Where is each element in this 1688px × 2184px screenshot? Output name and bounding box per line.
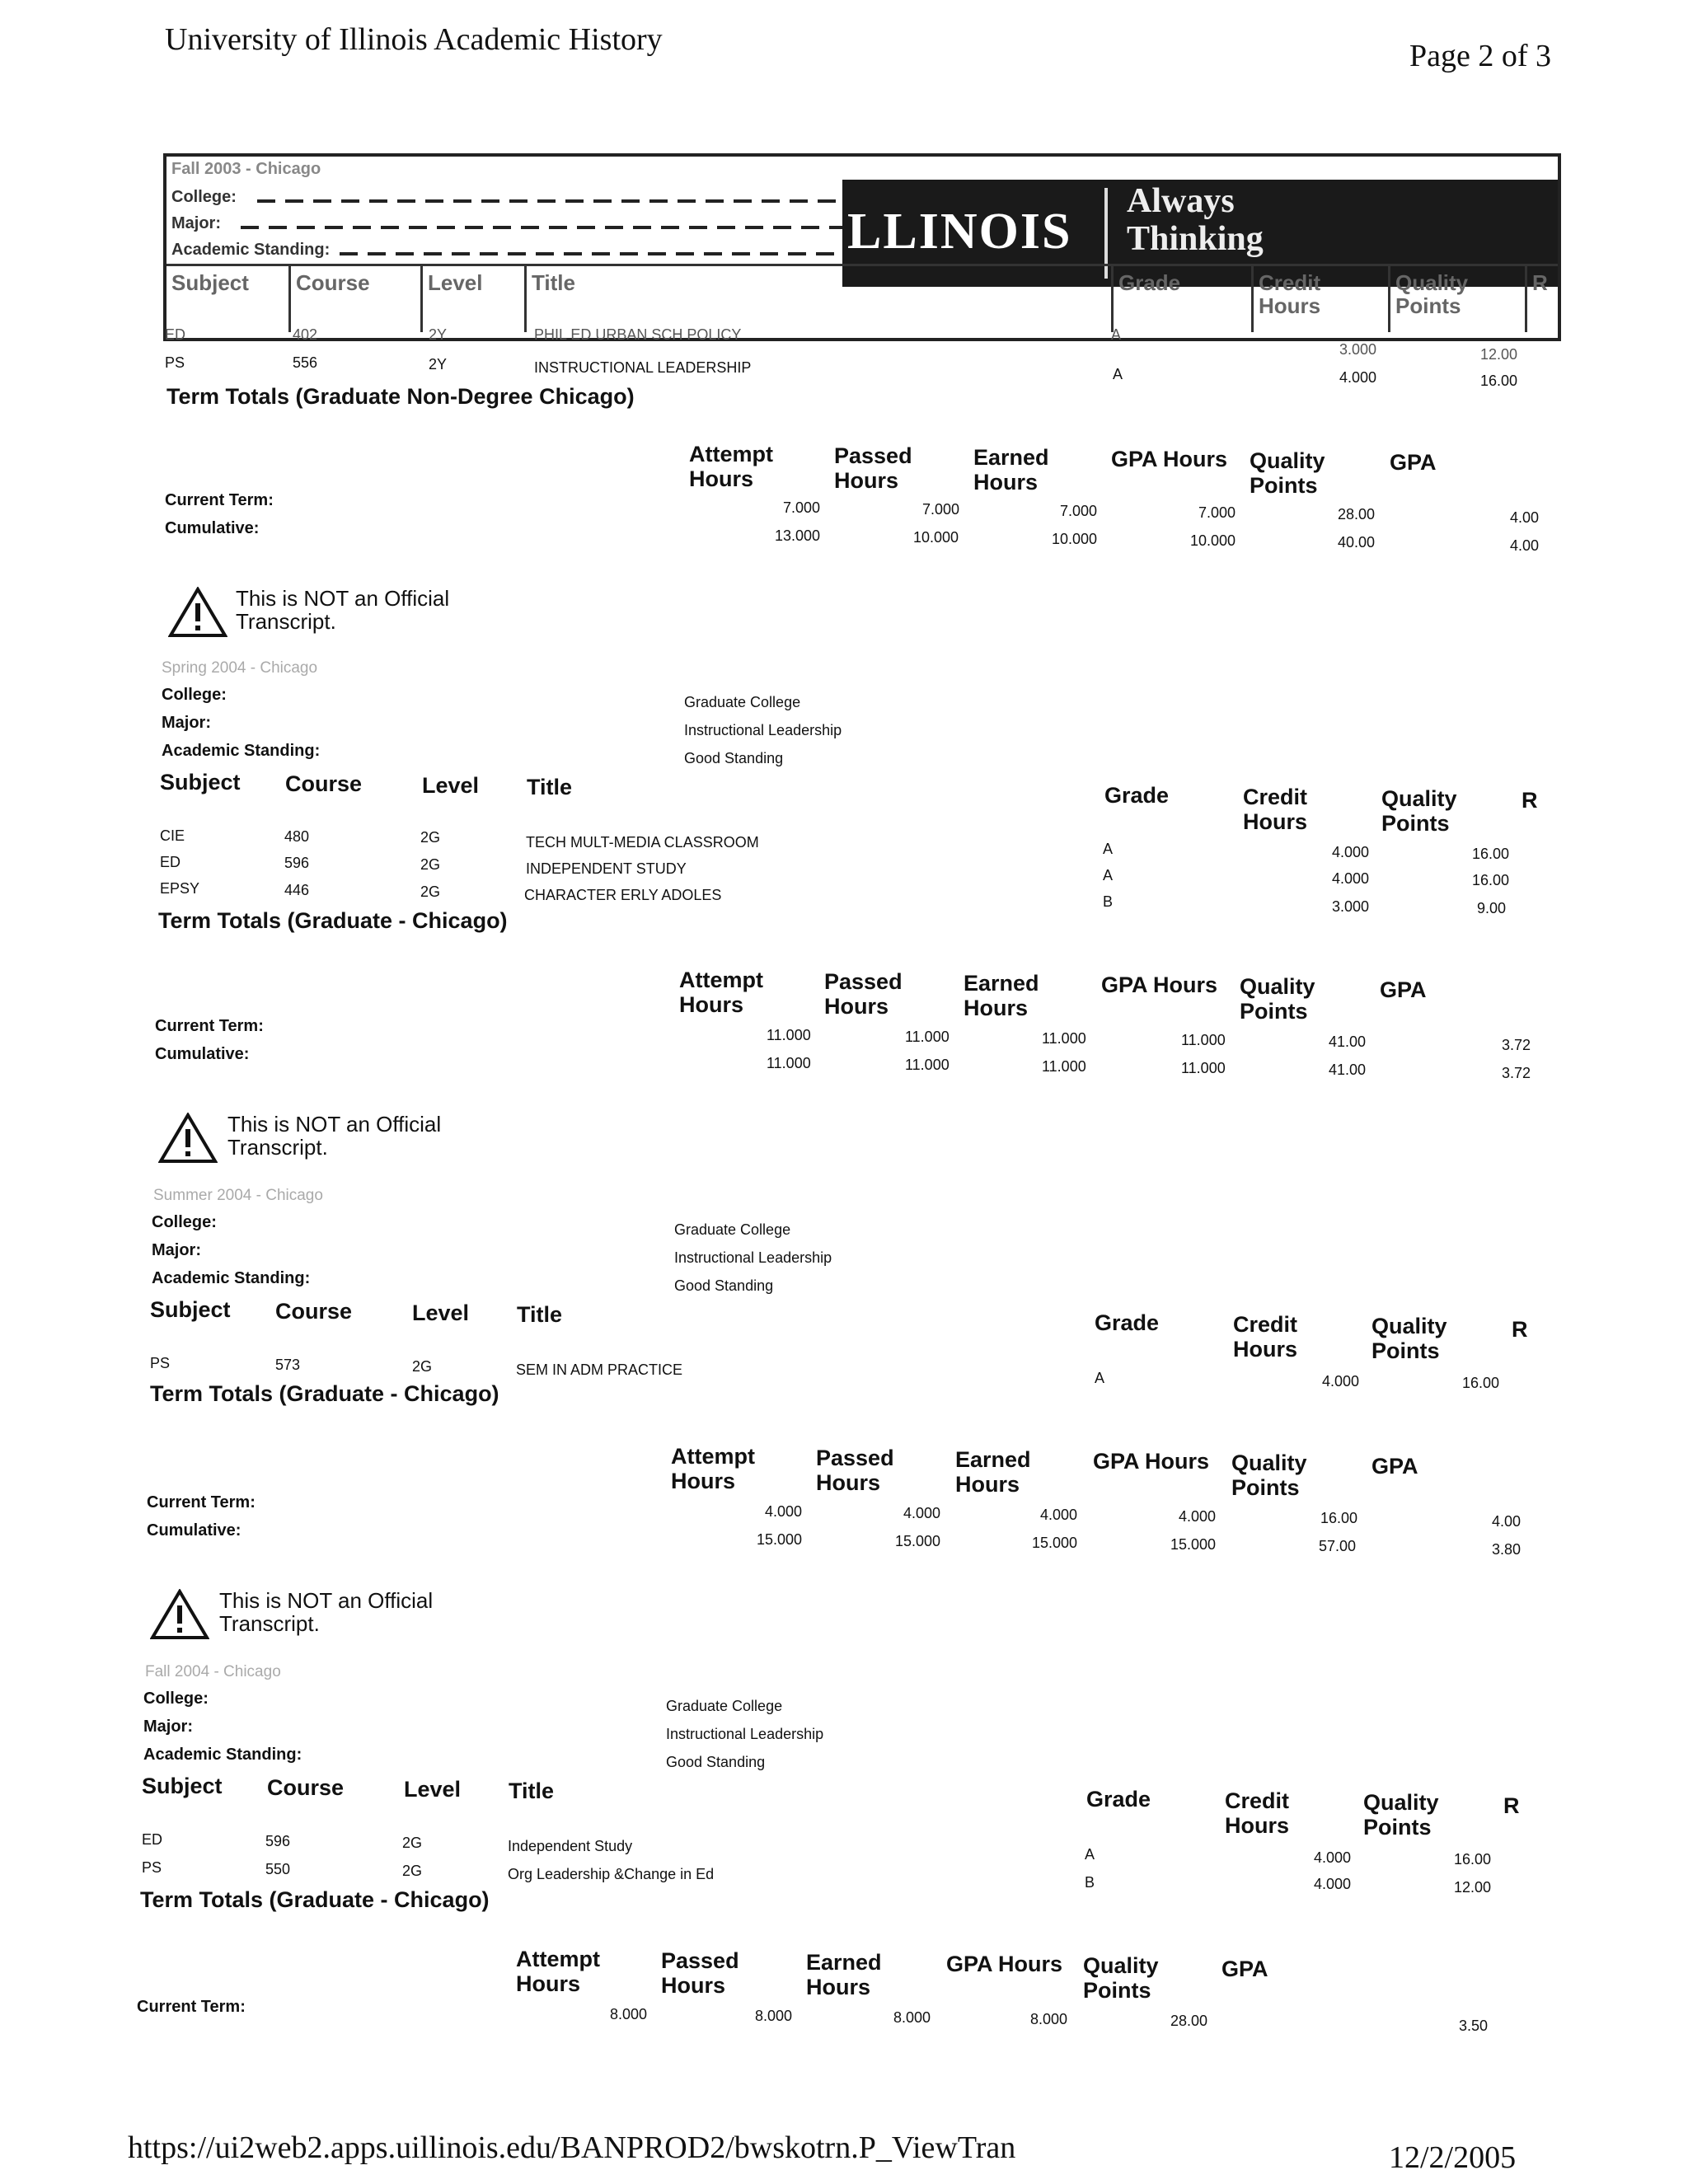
attempt-hours-header: Attempt Hours	[516, 1947, 600, 1996]
quality-points-header: Quality Points	[1381, 786, 1457, 836]
course-quality: 12.00	[1480, 346, 1518, 363]
major-label: Major:	[152, 1241, 201, 1259]
quality-points-header: Quality Points	[1250, 448, 1325, 498]
current-passed: 4.000	[903, 1505, 941, 1521]
not-official-notice: This is NOT an Official Transcript.	[227, 1112, 442, 1160]
course-credit: 4.000	[1332, 844, 1370, 860]
academic-standing-label: Academic Standing:	[162, 742, 321, 760]
grade-header: Grade	[1095, 1310, 1160, 1335]
current-attempt: 8.000	[610, 2006, 648, 2022]
course-level: 2Y	[429, 326, 448, 343]
course-title: Org Leadership &Change in Ed	[508, 1866, 715, 1882]
dashed-line	[340, 252, 842, 255]
course-subject: EPSY	[160, 880, 200, 897]
current-gpa: 3.50	[1459, 2018, 1489, 2034]
course-level: 2G	[420, 829, 441, 846]
subject-header: Subject	[142, 1774, 223, 1798]
course-title: Independent Study	[508, 1838, 633, 1854]
banner-tagline-2: Thinking	[1127, 220, 1264, 258]
gpa-hours-header: GPA Hours	[1093, 1449, 1210, 1474]
major-label: Major:	[143, 1718, 193, 1736]
gpa-header: GPA	[1380, 977, 1427, 1002]
cumulative-attempt: 15.000	[757, 1531, 803, 1548]
course-quality: 16.00	[1480, 373, 1518, 389]
title-header: Title	[509, 1779, 555, 1803]
current-term-label: Current Term:	[165, 491, 274, 509]
gpa-hours-header: GPA Hours	[946, 1952, 1063, 1976]
course-subject: PS	[165, 354, 185, 371]
banner-standing-label: Academic Standing:	[171, 241, 331, 259]
course-level: 2G	[412, 1358, 433, 1375]
cumulative-gpa-hours: 11.000	[1181, 1060, 1226, 1076]
course-grade: B	[1085, 1874, 1095, 1891]
cumulative-label: Cumulative:	[165, 519, 260, 537]
course-subject: ED	[165, 326, 186, 343]
current-passed: 11.000	[905, 1029, 950, 1045]
level-header: Level	[422, 773, 480, 798]
current-term-label: Current Term:	[147, 1493, 256, 1511]
standing-value: Good Standing	[674, 1277, 774, 1294]
course-title: CHARACTER ERLY ADOLES	[524, 887, 722, 903]
earned-hours-header: Earned Hours	[806, 1950, 882, 1999]
gpa-hours-header: GPA Hours	[1111, 447, 1228, 471]
course-level: 2G	[420, 883, 441, 900]
course-number: 573	[275, 1357, 301, 1373]
cumulative-earned: 10.000	[1052, 531, 1098, 547]
gpa-header: GPA	[1221, 1957, 1268, 1981]
passed-hours-header: Passed Hours	[824, 969, 903, 1019]
course-quality: 16.00	[1462, 1375, 1500, 1391]
cumulative-label: Cumulative:	[147, 1521, 241, 1540]
print-date: 12/2/2005	[1389, 2140, 1517, 2175]
gpa-header: GPA	[1390, 450, 1437, 475]
cumulative-quality: 41.00	[1329, 1062, 1367, 1078]
course-quality: 16.00	[1454, 1851, 1492, 1868]
term-totals-label: Term Totals (Graduate - Chicago)	[140, 1887, 490, 1912]
gpa-header: GPA	[1372, 1454, 1418, 1479]
passed-hours-header: Passed Hours	[834, 443, 912, 493]
course-grade: A	[1095, 1370, 1105, 1386]
course-header: Course	[275, 1299, 353, 1324]
banner-term: Fall 2003 - Chicago	[171, 160, 321, 178]
cumulative-gpa: 4.00	[1510, 537, 1540, 554]
course-credit: 4.000	[1332, 870, 1370, 887]
banner-col-grade: Grade	[1111, 266, 1254, 332]
earned-hours-header: Earned Hours	[955, 1447, 1031, 1497]
illinois-banner	[163, 153, 1561, 341]
cumulative-attempt: 11.000	[767, 1055, 811, 1071]
course-title: INDEPENDENT STUDY	[526, 860, 687, 877]
banner-col-title: Title	[524, 266, 718, 332]
standing-value: Good Standing	[684, 750, 784, 766]
current-term-label: Current Term:	[137, 1998, 246, 2016]
level-header: Level	[412, 1301, 470, 1325]
course-grade: A	[1103, 841, 1114, 857]
not-official-notice: This is NOT an Official Transcript.	[219, 1588, 434, 1636]
course-grade: A	[1103, 867, 1114, 883]
current-attempt: 4.000	[765, 1503, 803, 1520]
passed-hours-header: Passed Hours	[816, 1446, 894, 1495]
course-subject: CIE	[160, 827, 185, 844]
course-title: TECH MULT-MEDIA CLASSROOM	[526, 834, 759, 851]
current-quality: 16.00	[1320, 1510, 1358, 1526]
course-number: 596	[265, 1833, 291, 1849]
course-grade: A	[1113, 366, 1123, 382]
cumulative-gpa-hours: 15.000	[1170, 1536, 1217, 1553]
course-number: 556	[293, 354, 318, 371]
term-totals-label: Term Totals (Graduate Non-Degree Chicago)	[166, 384, 635, 409]
current-gpa-hours: 7.000	[1198, 504, 1236, 521]
current-term-label: Current Term:	[155, 1017, 264, 1035]
current-gpa: 3.72	[1502, 1037, 1531, 1053]
warning-icon	[168, 587, 227, 638]
banner-tagline-1: Always	[1127, 182, 1235, 220]
cumulative-gpa: 3.72	[1502, 1065, 1531, 1081]
dashed-line	[241, 226, 842, 229]
current-passed: 7.000	[922, 501, 960, 518]
course-quality: 12.00	[1454, 1879, 1492, 1896]
major-label: Major:	[162, 714, 211, 732]
credit-hours-header: Credit Hours	[1233, 1312, 1298, 1361]
college-label: College:	[152, 1213, 217, 1231]
banner-col-credit: Credit Hours	[1251, 266, 1390, 332]
term-totals-label: Term Totals (Graduate - Chicago)	[158, 908, 508, 933]
current-passed: 8.000	[755, 2008, 793, 2024]
course-credit: 4.000	[1339, 369, 1377, 386]
term-heading: Fall 2004 - Chicago	[145, 1663, 281, 1680]
current-attempt: 11.000	[767, 1027, 811, 1043]
course-subject: PS	[142, 1859, 162, 1876]
current-earned: 8.000	[893, 2009, 931, 2026]
course-number: 446	[284, 882, 310, 898]
college-label: College:	[143, 1690, 209, 1708]
course-credit: 4.000	[1322, 1373, 1360, 1390]
cumulative-label: Cumulative:	[155, 1045, 250, 1063]
course-credit: 3.000	[1332, 898, 1370, 915]
academic-standing-label: Academic Standing:	[152, 1269, 311, 1287]
course-number: 596	[284, 855, 310, 871]
cumulative-attempt: 13.000	[775, 527, 821, 544]
page-header-title: University of Illinois Academic History	[165, 22, 663, 57]
earned-hours-header: Earned Hours	[964, 971, 1039, 1020]
cumulative-passed: 10.000	[913, 529, 959, 546]
course-grade: A	[1111, 326, 1122, 343]
warning-icon	[150, 1589, 209, 1640]
college-value: Graduate College	[666, 1698, 783, 1714]
course-quality: 16.00	[1472, 872, 1510, 888]
current-gpa-hours: 4.000	[1179, 1508, 1217, 1525]
attempt-hours-header: Attempt Hours	[689, 442, 773, 491]
earned-hours-header: Earned Hours	[973, 445, 1049, 494]
attempt-hours-header: Attempt Hours	[671, 1444, 755, 1493]
current-earned: 11.000	[1042, 1030, 1086, 1047]
course-level: 2G	[402, 1835, 423, 1851]
college-value: Graduate College	[674, 1221, 791, 1238]
course-grade: A	[1085, 1846, 1095, 1863]
warning-icon	[158, 1113, 218, 1164]
course-subject: PS	[150, 1355, 171, 1371]
banner-col-quality: Quality Points	[1388, 266, 1527, 332]
college-label: College:	[162, 686, 227, 704]
page-number: Page 2 of 3	[1409, 39, 1552, 73]
not-official-notice: This is NOT an Official Transcript.	[236, 586, 450, 634]
subject-header: Subject	[160, 770, 241, 794]
quality-points-header: Quality Points	[1363, 1790, 1439, 1840]
passed-hours-header: Passed Hours	[661, 1948, 739, 1998]
course-level: 2G	[402, 1863, 423, 1879]
major-value: Instructional Leadership	[684, 722, 842, 738]
banner-col-subject: Subject	[171, 270, 249, 295]
major-value: Instructional Leadership	[674, 1249, 832, 1266]
title-header: Title	[517, 1302, 563, 1327]
course-title: PHIL ED URBAN SCH POLICY	[534, 326, 742, 343]
title-header: Title	[527, 775, 573, 799]
current-gpa: 4.00	[1510, 509, 1540, 526]
current-gpa-hours: 11.000	[1181, 1032, 1226, 1048]
course-credit: 3.000	[1339, 341, 1377, 358]
course-credit: 4.000	[1314, 1876, 1352, 1892]
current-earned: 7.000	[1060, 503, 1098, 519]
credit-hours-header: Credit Hours	[1225, 1788, 1290, 1838]
course-quality: 9.00	[1477, 900, 1507, 916]
course-title: INSTRUCTIONAL LEADERSHIP	[534, 359, 752, 376]
cumulative-earned: 15.000	[1032, 1535, 1078, 1551]
quality-points-header: Quality Points	[1240, 974, 1315, 1024]
term-heading: Summer 2004 - Chicago	[153, 1187, 323, 1204]
current-quality: 41.00	[1329, 1033, 1367, 1050]
term-heading: Spring 2004 - Chicago	[162, 659, 318, 677]
college-value: Graduate College	[684, 694, 801, 710]
term-totals-label: Term Totals (Graduate - Chicago)	[150, 1381, 499, 1406]
current-gpa: 4.00	[1492, 1513, 1522, 1530]
banner-col-r: R	[1525, 266, 1560, 332]
grade-header: Grade	[1086, 1787, 1151, 1811]
course-title: SEM IN ADM PRACTICE	[516, 1361, 683, 1378]
cumulative-passed: 11.000	[905, 1057, 950, 1073]
current-gpa-hours: 8.000	[1030, 2011, 1068, 2027]
current-quality: 28.00	[1170, 2013, 1208, 2029]
attempt-hours-header: Attempt Hours	[679, 968, 763, 1017]
subject-header: Subject	[150, 1297, 231, 1322]
current-earned: 4.000	[1040, 1507, 1078, 1523]
banner-major-label: Major:	[171, 214, 221, 232]
quality-points-header: Quality Points	[1372, 1314, 1447, 1363]
course-subject: ED	[142, 1831, 163, 1848]
illinois-logo: LLINOIS	[847, 204, 1072, 260]
quality-points-header: Quality Points	[1083, 1953, 1159, 2003]
course-header: Course	[285, 771, 363, 796]
page-url: https://ui2web2.apps.uillinois.edu/BANPROD2/bwskotrn.P_ViewTran	[128, 2130, 1016, 2165]
course-grade: B	[1103, 893, 1114, 910]
credit-hours-header: Credit Hours	[1243, 785, 1308, 834]
course-credit: 4.000	[1314, 1849, 1352, 1866]
major-value: Instructional Leadership	[666, 1726, 824, 1742]
course-level: 2G	[420, 856, 441, 873]
r-header: R	[1512, 1317, 1528, 1342]
grade-header: Grade	[1104, 783, 1170, 808]
course-number: 480	[284, 828, 310, 845]
cumulative-quality: 57.00	[1319, 1538, 1357, 1554]
cumulative-gpa-hours: 10.000	[1190, 532, 1236, 549]
course-number: 402	[293, 326, 318, 343]
course-level: 2Y	[429, 356, 448, 373]
standing-value: Good Standing	[666, 1754, 766, 1770]
cumulative-gpa: 3.80	[1492, 1541, 1522, 1558]
course-number: 550	[265, 1861, 291, 1877]
cumulative-passed: 15.000	[895, 1533, 941, 1549]
r-header: R	[1503, 1793, 1520, 1818]
banner-col-course: Course	[288, 266, 423, 332]
dashed-line	[257, 199, 842, 203]
course-header: Course	[267, 1775, 345, 1800]
current-attempt: 7.000	[783, 499, 821, 516]
course-subject: ED	[160, 854, 181, 870]
banner-column-headers	[166, 264, 1558, 335]
banner-col-level: Level	[420, 266, 527, 332]
r-header: R	[1522, 788, 1538, 813]
cumulative-quality: 40.00	[1338, 534, 1376, 551]
level-header: Level	[404, 1777, 462, 1802]
quality-points-header: Quality Points	[1231, 1451, 1307, 1500]
current-quality: 28.00	[1338, 506, 1376, 523]
gpa-hours-header: GPA Hours	[1101, 972, 1218, 997]
course-quality: 16.00	[1472, 846, 1510, 862]
banner-college-label: College:	[171, 188, 237, 206]
academic-standing-label: Academic Standing:	[143, 1746, 302, 1764]
cumulative-earned: 11.000	[1042, 1058, 1086, 1075]
